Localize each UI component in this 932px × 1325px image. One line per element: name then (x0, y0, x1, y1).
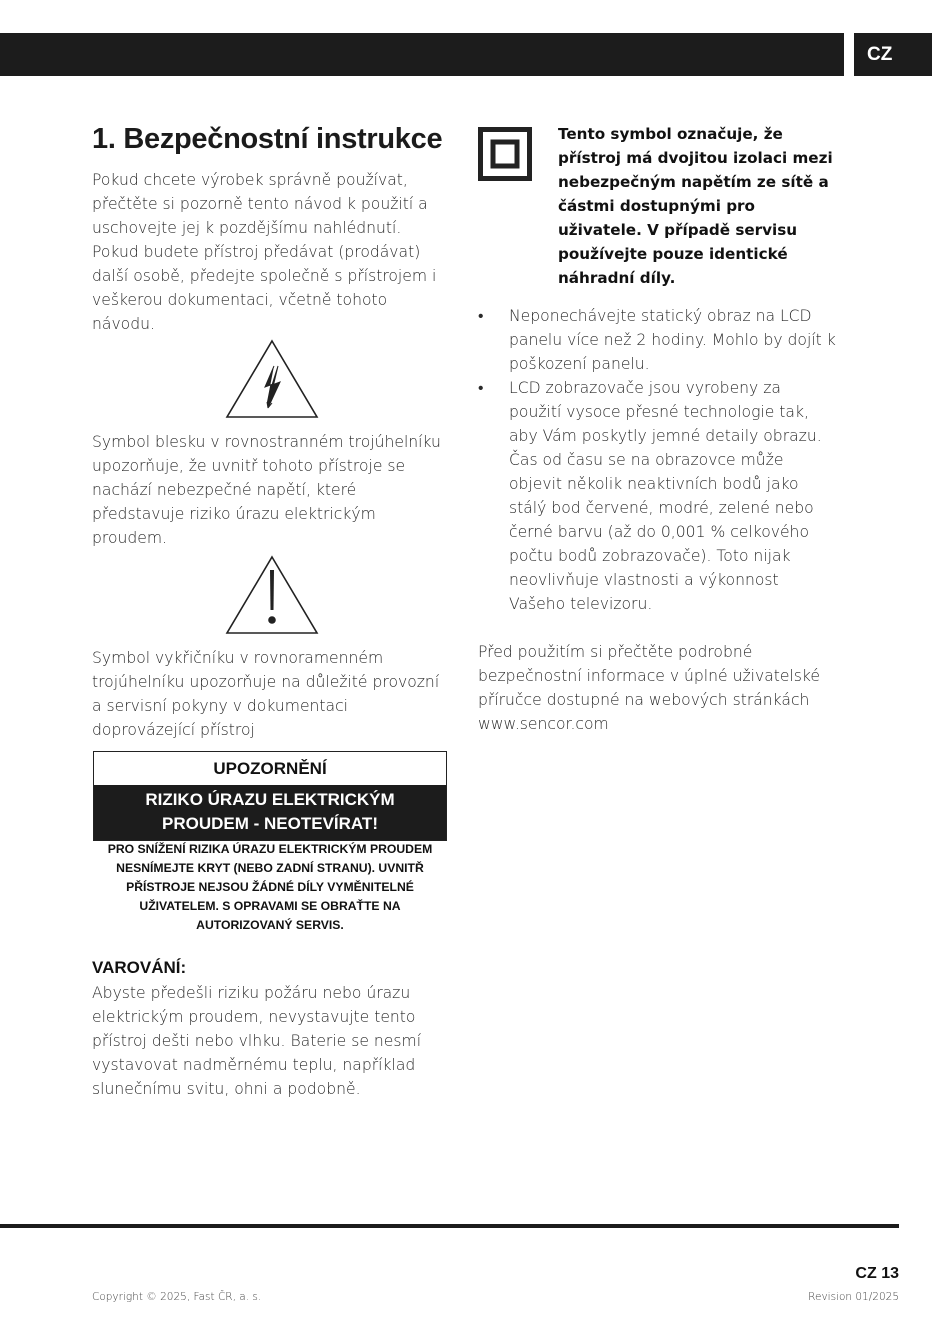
lightning-warning-icon (224, 338, 320, 420)
final-paragraph: Před použitím si přečtěte podrobné bezpečnostní informace v úplné uživatelské příručce dostupné na webových stránkách www.sencor.com (478, 643, 820, 733)
footer-divider (0, 1224, 899, 1228)
double-insulation-icon (478, 127, 532, 181)
revision-text: Revision 01/2025 (808, 1291, 899, 1303)
exclamation-warning-icon (224, 554, 320, 636)
bullet-icon: • (478, 307, 484, 325)
page-number: CZ 13 (855, 1265, 899, 1282)
language-tab: CZ (854, 33, 932, 76)
list-item (478, 304, 838, 376)
section-title: 1. Bezpečnostní instrukce (92, 123, 443, 155)
warning-box-line-2: PROUDEM - NEOTEVÍRAT! (162, 814, 378, 833)
copyright-text: Copyright © 2025, Fast ČR, a. s. (92, 1291, 262, 1303)
warning-box-line-1: RIZIKO ÚRAZU ELEKTRICKÝM (145, 790, 395, 809)
warning-box (93, 751, 447, 841)
list-item-text: Neponechávejte statický obraz na LCD panelu více než 2 hodiny. Mohlo by dojít k poškození panelu. (509, 307, 836, 373)
warning-box-title: UPOZORNĚNÍ (213, 759, 327, 778)
lightning-paragraph: Symbol blesku v rovnostranném trojúhelníku upozorňuje, že uvnitř tohoto přístroje se nachází nebezpečné napětí, které představuje riziko úrazu elektrickým proudem. (92, 433, 441, 547)
warning-heading: VAROVÁNÍ: (92, 958, 187, 977)
bullet-list (478, 304, 838, 616)
warning-paragraph: Abyste předešli riziku požáru nebo úrazu elektrickým proudem, nevystavujte tento přístroj dešti nebo vlhku. Baterie se nesmí vystavovat nadměrnému teplu, například slunečnímu svitu, ohni a podobně. (92, 984, 422, 1098)
list-item-text: LCD zobrazovače jsou vyrobeny za použití vysoce přesné technologie tak, aby Vám poskytly jemné detaily obrazu. Čas od času se na obrazovce může objevit několik neaktivních bodů jako stálý bod červené, modré, zelené nebo černé barvu (až do 0,001 % celkového počtu bodů zobrazovače). Toto nijak neovlivňuje vlastnosti a výkonnost Vašeho televizoru. (509, 379, 822, 613)
caution-text: PRO SNÍŽENÍ RIZIKA ÚRAZU ELEKTRICKÝM PROUDEM NESNÍMEJTE KRYT (NEBO ZADNÍ STRANU). UVNITŘ PŘÍSTROJE NEJSOU ŽÁDNÉ DÍLY VYMĚNITELNÉ UŽIVATELEM. S OPRAVAMI SE OBRAŤTE NA AUTORIZOVANÝ SERVIS. (107, 842, 433, 932)
bullet-icon: • (478, 379, 484, 397)
header-bar (0, 33, 844, 76)
warning-box-banner (94, 785, 446, 840)
double-insulation-text: Tento symbol označuje, že přístroj má dvojitou izolaci mezi nebezpečným napětím ze sítě a částmi dostupnými pro uživatele. V případě servisu používejte pouze identické náhradní díly. (558, 125, 833, 287)
list-item (478, 376, 838, 616)
intro-paragraph: Pokud chcete výrobek správně používat, přečtěte si pozorně tento návod k použití a uschovejte jej k pozdějšímu nahlédnutí. Pokud budete přístroj předávat (prodávat) další osobě, předejte společně s přístrojem i veškerou dokumentaci, včetně tohoto návodu. (92, 171, 437, 333)
exclamation-paragraph: Symbol vykřičníku v rovnoramenném trojúhelníku upozorňuje na důležité provozní a servisní pokyny v dokumentaci doprovázející přístroj (92, 649, 440, 739)
